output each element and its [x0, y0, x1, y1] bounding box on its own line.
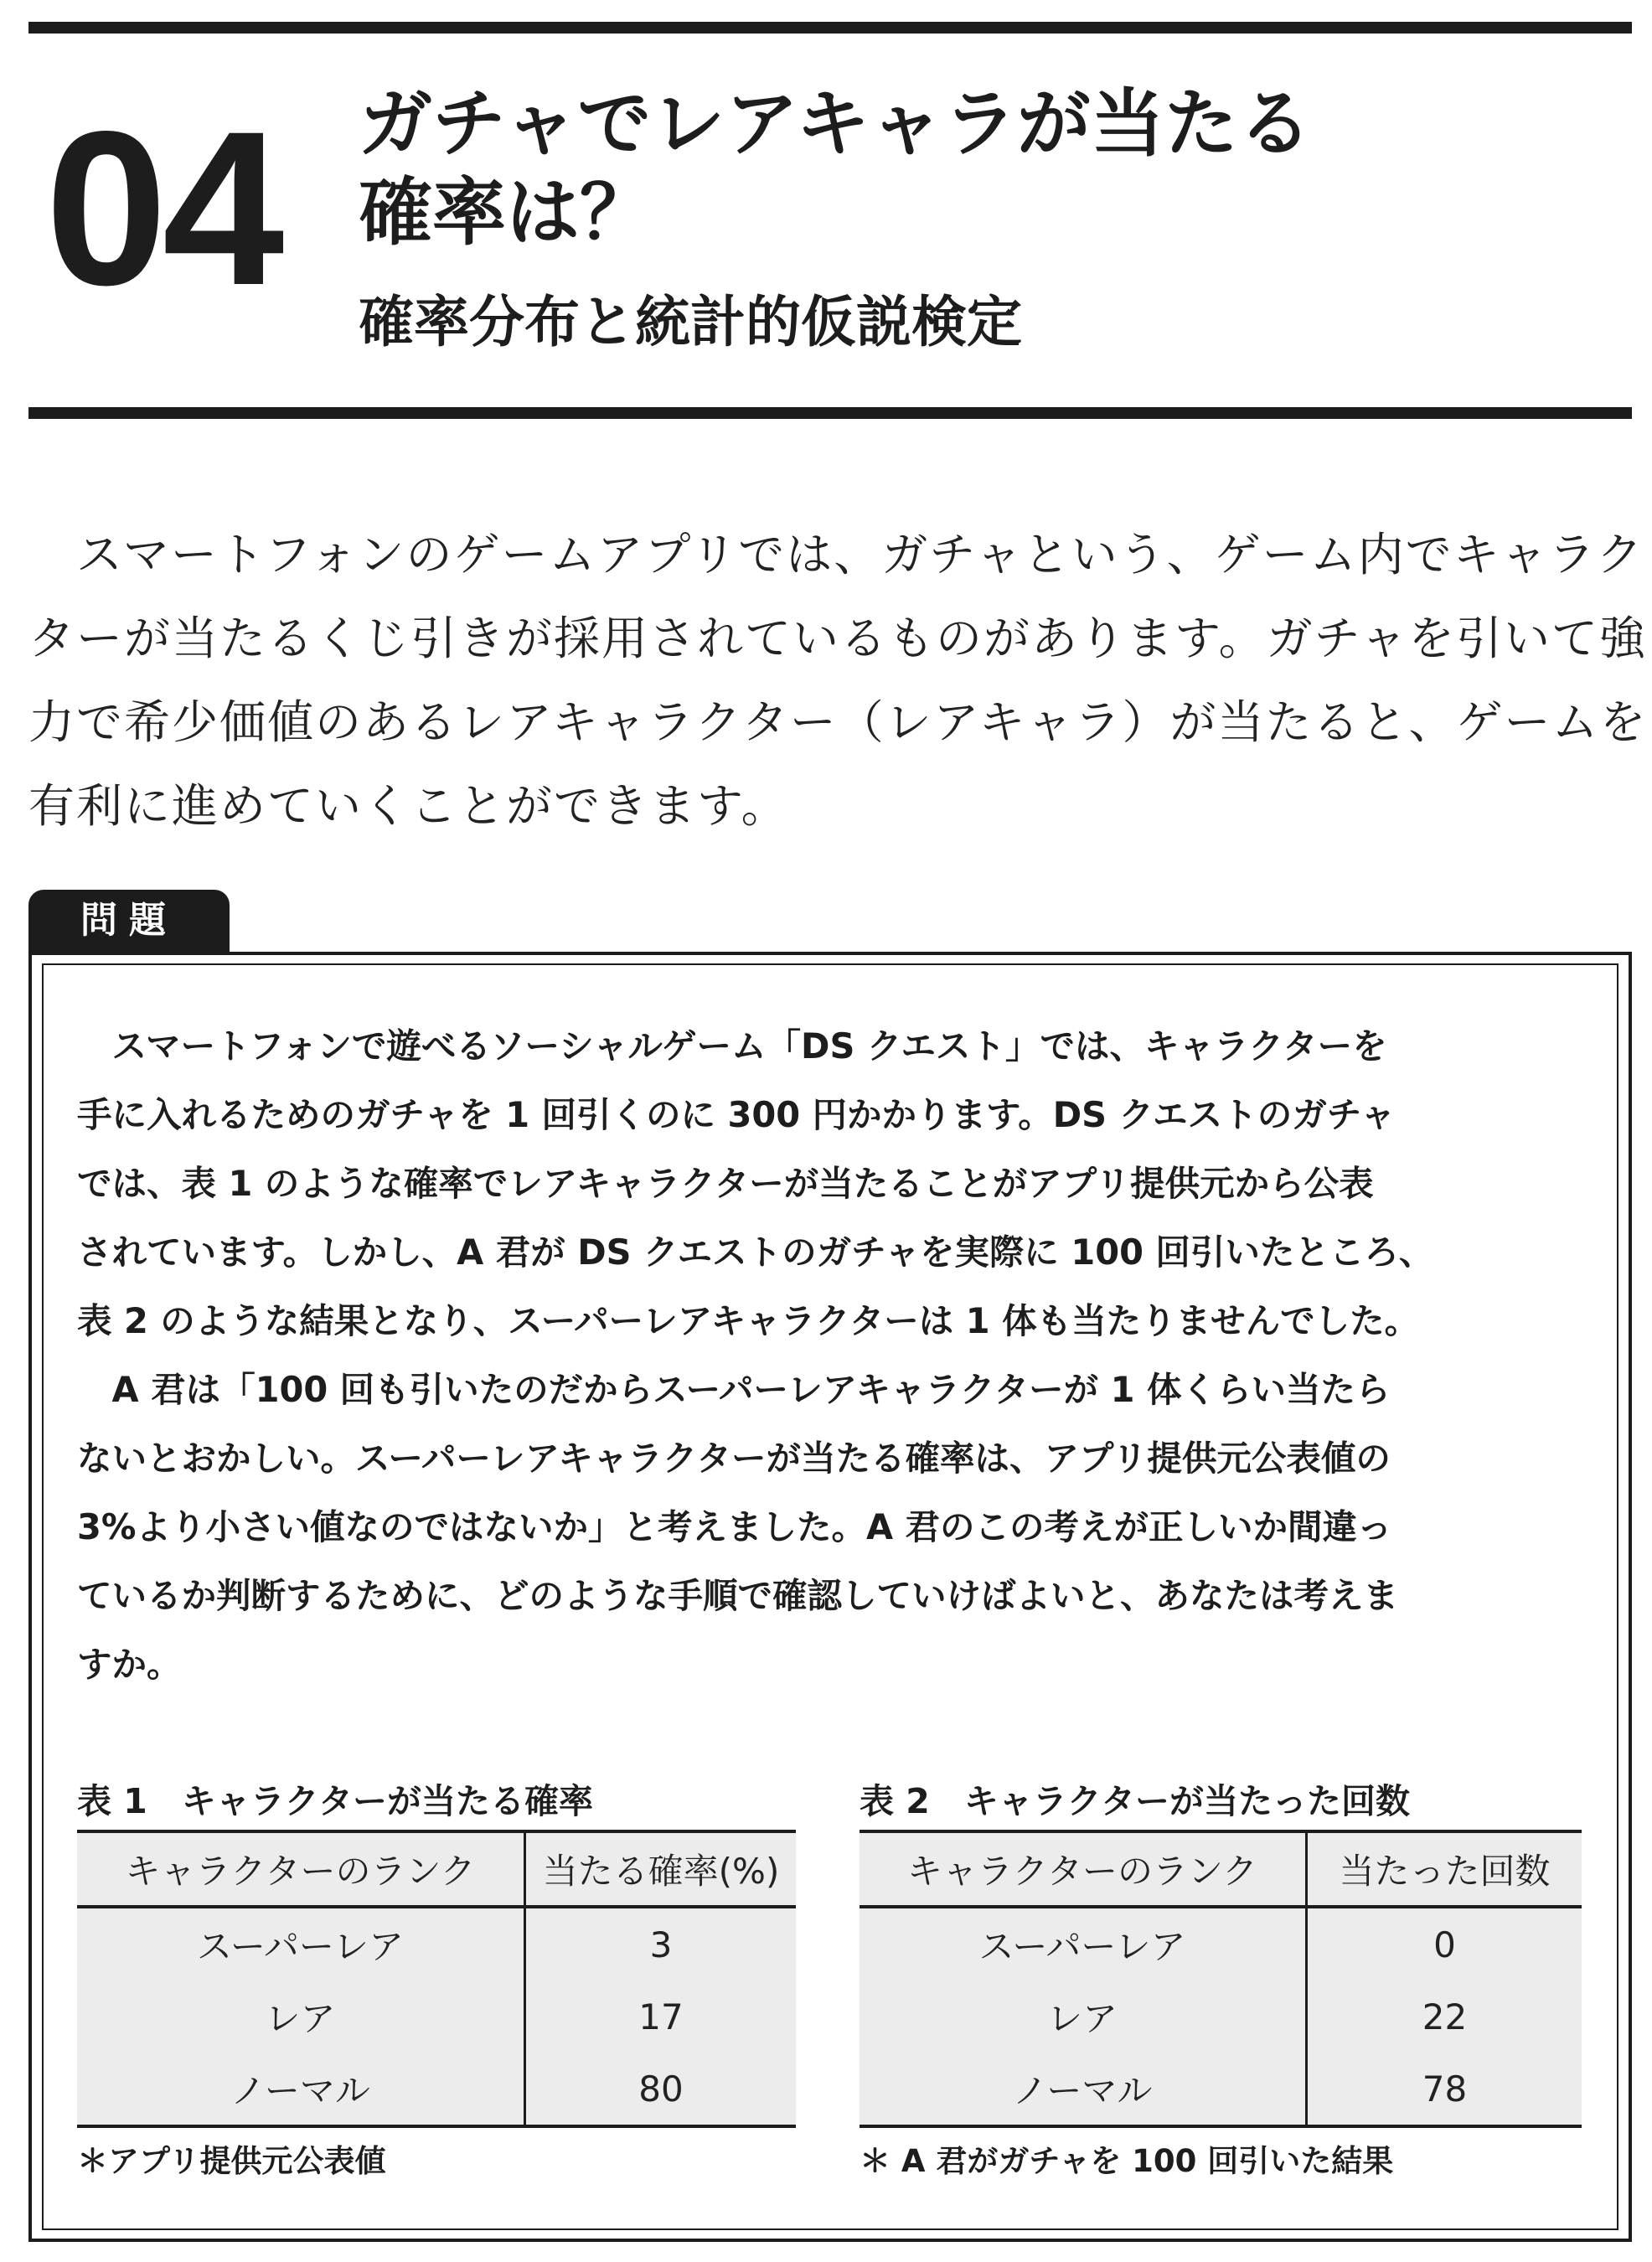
problem-line: されています。しかし、A 君が DS クエストのガチャを実際に 100 回引いたところ、 — [77, 1232, 1434, 1273]
problem-line: A 君は「100 回も引いたのだからスーパーレアキャラクターが 1 体くらい当たら — [77, 1369, 1391, 1410]
table-cell: レア — [860, 1981, 1307, 2053]
problem-line: スマートフォンで遊べるソーシャルゲーム「DS クエスト」では、キャラクターを — [77, 1025, 1387, 1066]
table-row — [860, 1981, 1582, 2053]
problem-line: 3%より小さい値なのではないか」と考えました。A 君のこの考えが正しいか間違っ — [77, 1506, 1392, 1547]
table-cell: ノーマル — [860, 2053, 1307, 2126]
table2-results — [860, 1830, 1582, 2128]
problem-line: ないとおかしい。スーパーレアキャラクターが当たる確率は、アプリ提供元公表値の — [77, 1438, 1391, 1479]
table-header-row — [860, 1831, 1582, 1907]
table-cell: 3 — [525, 1907, 797, 1981]
problem-line: ているか判断するために、どのような手順で確認していけばよいと、あなたは考えま — [77, 1575, 1399, 1616]
table1-probabilities — [77, 1830, 796, 2128]
table-row — [77, 1907, 796, 1981]
table-cell: ノーマル — [77, 2053, 525, 2126]
table-row — [860, 2053, 1582, 2126]
table-header-cell: 当たる確率(%) — [525, 1831, 797, 1907]
table-row — [77, 2053, 796, 2126]
intro-paragraph — [28, 513, 1648, 848]
table-cell: 80 — [525, 2053, 797, 2126]
table1-footnote: ＊アプリ提供元公表値 — [77, 2143, 386, 2179]
intro-line: スマートフォンのゲームアプリでは、ガチャという、ゲーム内でキャラク — [28, 528, 1644, 581]
table-cell: スーパーレア — [77, 1907, 525, 1981]
table-cell: スーパーレア — [860, 1907, 1307, 1981]
table-header-cell: キャラクターのランク — [860, 1831, 1307, 1907]
chapter-number: 04 — [45, 85, 280, 331]
table-cell: レア — [77, 1981, 525, 2053]
table-row — [860, 1907, 1582, 1981]
intro-line: 力で希少価値のあるレアキャラクター（レアキャラ）が当たると、ゲームを — [28, 695, 1648, 749]
table1-caption: 表 1 キャラクターが当たる確率 — [77, 1781, 593, 1821]
table-header-row — [77, 1831, 796, 1907]
chapter-title-line-2: 確率は？ — [359, 169, 654, 256]
table-header-cell: キャラクターのランク — [77, 1831, 525, 1907]
top-rule — [28, 22, 1632, 34]
problem-line: すか。 — [77, 1644, 182, 1685]
chapter-title-line-1: ガチャでレアキャラが当たる — [359, 80, 1312, 167]
table2-caption: 表 2 キャラクターが当たった回数 — [860, 1781, 1410, 1821]
problem-line: 表 2 のような結果となり、スーパーレアキャラクターは 1 体も当たりませんでした。 — [77, 1300, 1420, 1341]
problem-line: では、表 1 のような確率でレアキャラクターが当たることがアプリ提供元から公表 — [77, 1163, 1374, 1204]
table-cell: 22 — [1307, 1981, 1582, 2053]
table-cell: 78 — [1307, 2053, 1582, 2126]
table-row — [77, 1981, 796, 2053]
table-cell: 0 — [1307, 1907, 1582, 1981]
bottom-rule — [28, 407, 1632, 419]
intro-line: 有利に進めていくことができます。 — [28, 779, 789, 833]
problem-line: 手に入れるためのガチャを 1 回引くのに 300 円かかります。DS クエストのガチャ — [77, 1094, 1396, 1135]
problem-tab-label: 問題 — [28, 890, 230, 952]
table2-footnote: ＊ A 君がガチャを 100 回引いた結果 — [860, 2143, 1394, 2179]
chapter-subtitle: 確率分布と統計的仮説検定 — [359, 290, 1022, 354]
table-header-cell: 当たった回数 — [1307, 1831, 1582, 1907]
table-cell: 17 — [525, 1981, 797, 2053]
problem-statement — [77, 1012, 1602, 1699]
intro-line: ターが当たるくじ引きが採用されているものがあります。ガチャを引いて強 — [28, 612, 1647, 665]
